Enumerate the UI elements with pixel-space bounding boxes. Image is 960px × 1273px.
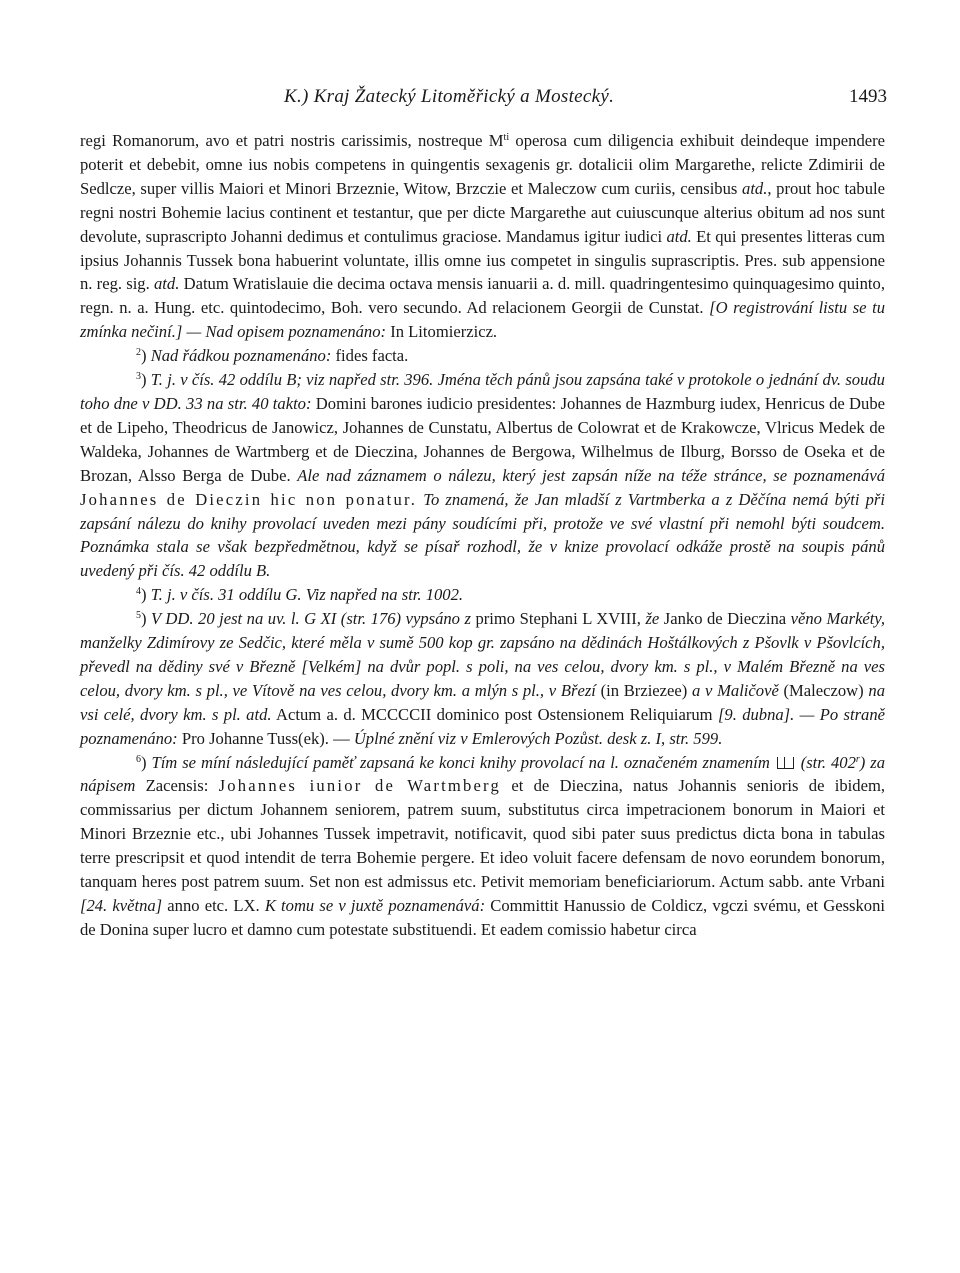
text-run: ) bbox=[141, 752, 152, 772]
footnote-3 bbox=[80, 368, 885, 583]
italic-run: Nad řádkou poznamenáno: bbox=[150, 346, 332, 366]
text-run: Pro Johanne Tuss(ek). — bbox=[177, 728, 354, 748]
text-run: regi Romanorum, avo et patri nostris carissimis, nostreque M bbox=[80, 131, 504, 150]
italic-run: [O registrování listu se tu zmínka nečiní.] — Nad opisem poznamenáno: bbox=[80, 298, 886, 342]
spaced-run: Johannes de Dieczin hic non ponatur. bbox=[80, 489, 418, 509]
page-body bbox=[80, 129, 885, 942]
footnote-4 bbox=[80, 583, 885, 607]
page bbox=[80, 86, 885, 942]
main-paragraph bbox=[80, 129, 885, 344]
footnote-2 bbox=[80, 344, 885, 368]
text-run: Committit Hanussio de Coldicz, vgczi svému, et Gesskoni de Donina super lucro et damno cum potestate substituendi. Et eadem comissio habetur circa bbox=[80, 896, 885, 939]
italic-run: V DD. 20 jest na uv. l. G XI (str. 176) vypsáno z bbox=[151, 609, 471, 629]
register-mark-icon bbox=[777, 757, 794, 769]
italic-run: T. j. v čís. 42 oddílu B; viz napřed str. 396. Jména těch pánů jsou zapsána také v protokole o jednání dv. soudu toho dne v DD. 33 na str. 40 takto: bbox=[80, 370, 885, 413]
italic-run: T. j. v čís. 31 oddílu G. Viz napřed na str. 1002. bbox=[150, 585, 464, 605]
text-run: ) bbox=[141, 585, 151, 605]
text-run: (in Brziezee) bbox=[595, 680, 692, 700]
text-run: , prout hoc tabule regni nostri Bohemie lacius continent et testantur, que per dicte Margarethe aut cuiuscunque alterius obitum ad nos sunt devolute, suprascripto Johanni dedimus et contulimus graciose. Mandamus igitur iudici bbox=[80, 178, 885, 246]
text-run: anno etc. LX. bbox=[162, 896, 265, 915]
text-run: ) bbox=[141, 609, 152, 629]
italic-run: K tomu se v juxtě poznamenává: bbox=[264, 896, 486, 915]
italic-run: Tím se míní následující paměť zapsaná ke konci knihy provolací na l. označeném znamením bbox=[151, 752, 770, 772]
footnote-number: 4 bbox=[136, 586, 141, 598]
running-title: K.) Kraj Žatecký Litoměřický a Mostecký. bbox=[284, 86, 615, 107]
text-run: ) bbox=[141, 370, 151, 390]
text-run: Actum a. d. MCCCCII dominico post Ostensionem Reliquiarum bbox=[271, 704, 718, 724]
italic-run: atd. bbox=[666, 226, 692, 246]
footnote-6 bbox=[80, 751, 885, 942]
italic-run: (str. 402 bbox=[800, 752, 856, 772]
italic-run: atd. bbox=[154, 274, 180, 294]
text-run: et de Dieczina, natus Johannis senioris de ibidem, commissarius per dictum Johannem seniorem, patrem suum, substitutus circa impetracionem bonorum in Maiori et Minori Brzeznie etc., ubi Johannes Tussek impetravit, notificavit, quod sibi pater suus predictus dicta bona in tabulas terre prescripsit et quod intendit de terra Bohemie pergere. Et ideo voluit facere defensam de novo eorundem bonorum, tanquam heres post patrem suum. Set non est admissus etc. Petivit memoriam beneficiariorum. Actum sabb. ante Vrbani bbox=[80, 776, 885, 892]
italic-run: Úplné znění viz v Emlerových Pozůst. desk z. I, str. 599. bbox=[353, 728, 723, 748]
italic-run: a v Maličově bbox=[692, 680, 779, 700]
italic-run: věno Markéty, manželky Zdimírovy ze Sedčic, které měla v sumě 500 kop gr. zapsáno na dědinách Hoštálkových z Pšovlk v Pšovlcích, převedl na dědiny své v Březně [Velkém] na dvůr popl. s poli, na ves celou, dvory km. s pl., v Malém Březně na ves celou, dvory km. s pl., ve Vítově na ves celou, dvory km. a mlýn s pl., v Březí bbox=[80, 609, 886, 700]
footnote-number: 5 bbox=[136, 610, 141, 622]
superscript: r bbox=[855, 753, 860, 765]
italic-run: ) za nápisem bbox=[80, 752, 886, 796]
text-run: Zacensis: bbox=[135, 776, 219, 796]
text-run: Domini barones iudicio presidentes: Johannes de Hazmburg iudex, Henricus de Dube et de Lipeho, Theodricus de Janowicz, Johannes de Cunstatu, Albertus de Colowrat et de Krakowcze, Vlricus Medek de Waldeka, Johannes de Wartmberg et de Dieczina, Johannes de Bergowa, Wilhelmus de Ilburg, Borsso de Oseka et de Brozan, Alsso Berga de Dube. bbox=[80, 393, 886, 485]
italic-run: na vsi celé, dvory km. s pl. atd. bbox=[80, 680, 885, 724]
superscript: ti bbox=[503, 132, 510, 143]
footnote-number: 3 bbox=[136, 371, 141, 383]
text-run: primo Stephani L XVIII, bbox=[470, 609, 646, 629]
text-run: Janko de Dieczina bbox=[659, 609, 791, 629]
text-run: ) bbox=[141, 346, 151, 366]
text-run: Et qui presentes litteras cum ipsius Johannis Tussek bona habuerint voluntate, illis omne ius competet in singulis suprascriptis. Pres. sub appensione n. reg. sig. bbox=[80, 226, 885, 294]
text-run: operosa cum diligencia exhibuit deindeque impendere poterit et debebit, omne ius nobis competens in quingentis sexagenis gr. dotalicii olim Margarethe, relicte Zdimirii de Sedlcze, super villis Maiori et Minori Brzeznie, Witow, Brzczie et Maleczow cum curiis, censibus bbox=[80, 131, 885, 198]
italic-run: [9. dubna]. — Po straně poznamenáno: bbox=[80, 704, 886, 748]
footnote-5 bbox=[80, 607, 885, 750]
page-header bbox=[80, 86, 885, 114]
text-run: Datum Wratislauie die decima octava mensis ianuarii a. d. mill. quadringentesimo quinquagesimo quinto, regn. n. a. Hung. etc. quintodecimo, Boh. vero secundo. Ad relacionem Georgii de Cunstat. bbox=[80, 274, 885, 318]
text-run: fides facta. bbox=[331, 346, 409, 366]
page-number: 1493 bbox=[849, 86, 887, 107]
spaced-run: Johannes iunior de Wartmberg bbox=[218, 776, 501, 796]
text-run: (Maleczow) bbox=[778, 680, 869, 700]
italic-run: To znamená, že Jan mladší z Vartmberka a z Děčína nemá býti při zapsání nálezu do knihy provolací uveden mezi pány soudícími při, protože ve své vlastní při nemohl býti soudcem. Poznámka stala se však bezpředmětnou, když se písař rozhodl, že v knize provolací odkáže prostě na soupis pánů uvedený při čís. 42 oddílu B. bbox=[80, 489, 885, 581]
italic-run: [24. května] bbox=[80, 896, 163, 915]
text-run: In Litomierzicz. bbox=[386, 322, 498, 342]
italic-run: že bbox=[645, 609, 660, 629]
footnote-number: 6 bbox=[136, 753, 141, 765]
italic-run: Ale nad záznamem o nálezu, který jest zapsán níže na téže stránce, se poznamenává bbox=[297, 465, 885, 485]
footnote-number: 2 bbox=[136, 347, 141, 359]
italic-run: atd. bbox=[742, 178, 768, 198]
